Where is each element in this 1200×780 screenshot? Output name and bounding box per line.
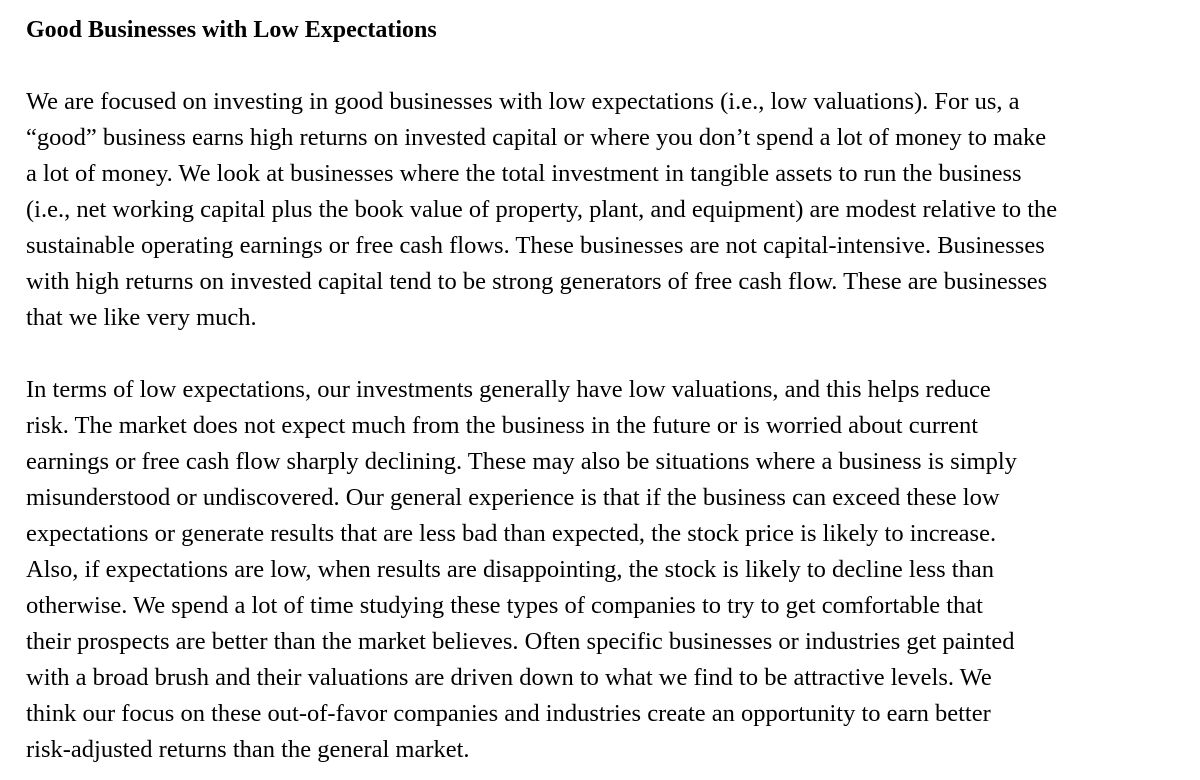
text-line: (i.e., net working capital plus the book value of property, plant, and equipment) are modest relative to the: [26, 196, 1058, 223]
text-line: think our focus on these out-of-favor companies and industries create an opportunity to earn better: [26, 700, 991, 727]
text-line: a lot of money. We look at businesses where the total investment in tangible assets to run the business: [26, 160, 1022, 187]
text-line: otherwise. We spend a lot of time studying these types of companies to try to get comfortable that: [26, 592, 983, 619]
text-line: misunderstood or undiscovered. Our general experience is that if the business can exceed these low: [26, 484, 1000, 511]
paragraph-low-expectations: [26, 372, 1017, 768]
text-line: “good” business earns high returns on invested capital or where you don’t spend a lot of money to make: [26, 124, 1047, 151]
text-line: their prospects are better than the market believes. Often specific businesses or industries get painted: [26, 628, 1015, 655]
paragraph-good-businesses: [26, 84, 1057, 336]
section-heading: Good Businesses with Low Expectations: [26, 17, 437, 43]
text-line: that we like very much.: [26, 304, 257, 331]
text-line: earnings or free cash flow sharply declining. These may also be situations where a business is simply: [26, 448, 1017, 475]
text-line: risk. The market does not expect much from the business in the future or is worried about current: [26, 412, 979, 439]
text-line: sustainable operating earnings or free cash flows. These businesses are not capital-intensive. Businesses: [26, 232, 1045, 259]
text-line: expectations or generate results that are less bad than expected, the stock price is likely to increase.: [26, 520, 997, 547]
text-line: with a broad brush and their valuations are driven down to what we find to be attractive levels. We: [26, 664, 992, 691]
text-line: risk-adjusted returns than the general market.: [26, 736, 470, 763]
text-line: with high returns on invested capital tend to be strong generators of free cash flow. These are businesses: [26, 268, 1048, 295]
text-line: Also, if expectations are low, when results are disappointing, the stock is likely to decline less than: [26, 556, 994, 583]
text-line: We are focused on investing in good businesses with low expectations (i.e., low valuations). For us, a: [26, 88, 1020, 115]
text-line: In terms of low expectations, our investments generally have low valuations, and this helps reduce: [26, 376, 991, 403]
